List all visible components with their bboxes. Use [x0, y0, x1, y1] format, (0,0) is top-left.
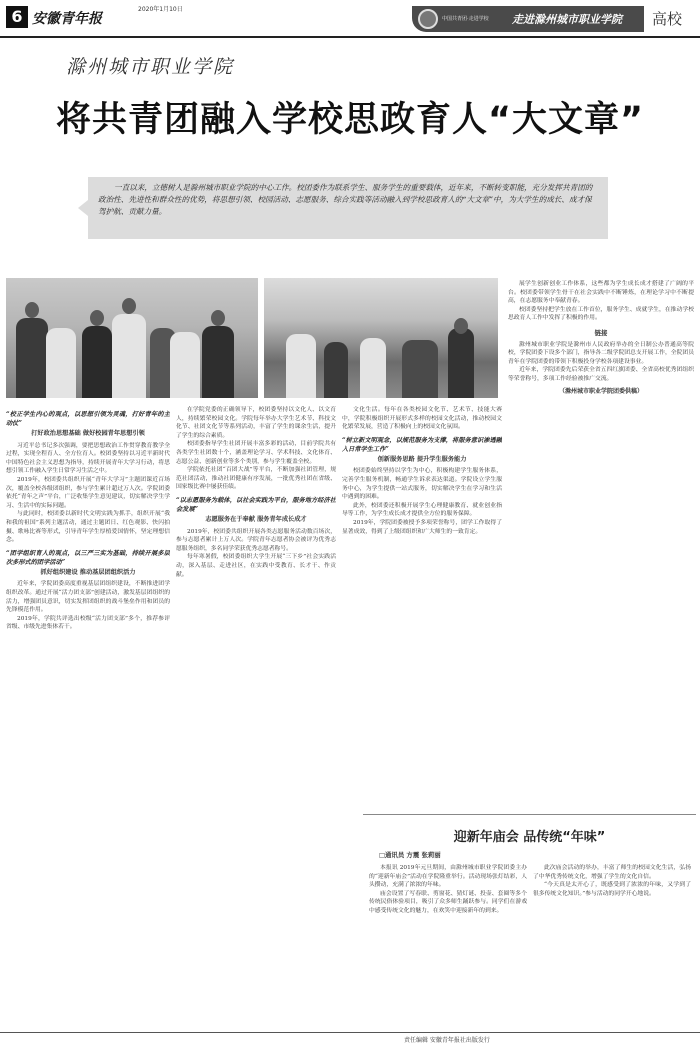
emblem-icon [418, 9, 438, 29]
paragraph: 此外，校团委还积极开展学生心理健康教育、就业创业指导等工作，为学生成长成才提供全方位的服务保障。 [342, 502, 502, 518]
paragraph: 校团委指导学生社团开展丰富多彩的活动，目前学院共有各类学生社团数十个，涵盖理论学习、学术科技、文化体育、志愿公益、创新创业等多个类别，参与学生覆盖全校。 [176, 441, 336, 465]
page-number: 6 [6, 6, 28, 28]
photo-figure-head [25, 302, 39, 318]
photo-figure [170, 332, 200, 398]
footer [0, 1032, 700, 1046]
photo-figure [286, 334, 316, 398]
paper-name: 安徽青年报 [32, 11, 102, 27]
photo-figure-head [122, 298, 136, 314]
photo-figure [360, 338, 386, 398]
photo-figure-head [211, 310, 225, 326]
paragraph: 2019年，学院团委被授予多项荣誉称号，团学工作取得了显著成效，得到了上级团组织和广大师生的一致肯定。 [342, 519, 502, 535]
lead-box [88, 177, 608, 239]
box-story-column-2 [533, 864, 691, 1024]
subheading: 创新服务思路 提升学生服务能力 [377, 455, 467, 463]
pull-quote: “校正学生内心的观点，以思想引领为灵魂，打好青年的主动仗” [6, 411, 170, 427]
article-column-1 [6, 406, 170, 1026]
subheading: 打好政治思想基础 做好校园青年思想引领 [31, 430, 145, 437]
photo-figure [82, 326, 112, 398]
subheading: 抓好组织建设 推动基层团组织活力 [40, 568, 136, 576]
issue-date: 2020年1月10日 [138, 6, 183, 13]
paragraph: 学院依托社团“百团大战”等平台，不断加强社团管理，规范社团活动，推动社团健康有序发展，一批优秀社团在省级、国家级比赛中屡获佳绩。 [176, 467, 336, 491]
photo-visit [6, 278, 258, 398]
paragraph: 近年来，学院团委先后荣获全省五四红旗团委、全省高校优秀团组织等荣誉称号，多项工作经验被推广交流。 [508, 367, 694, 382]
divider [363, 814, 696, 815]
masthead [0, 0, 700, 38]
paragraph: 2019年，校团委共组织开展“青年大学习”主题团课近百场次，覆盖全校各级团组织，参与学生累计超过万人次。学院团委依托“青年之声”平台，广泛收集学生意见建议，切实解决学生学习、生活中的实际问题。 [6, 476, 170, 509]
subheading: 志愿服务在于奉献 服务青年成长成才 [205, 515, 307, 523]
paragraph: 每年寒暑假，校团委组织大学生开展“三下乡”社会实践活动，深入基层、走进社区，在实践中受教育、长才干、作贡献。 [176, 554, 336, 578]
photo-figure [46, 328, 76, 398]
paragraph: 近年来，学院团委高度重视基层团组织建设，不断推进团学组织改革。通过开展“活力团支部”创建活动，激发基层团组织的活力，增强团员意识，切实发挥团组织的战斗堡垒作用和团员的先锋模范作用。 [6, 581, 170, 614]
school-name: 滁州城市职业学院 [66, 56, 235, 78]
paragraph: 文化生活。每年在各类校园文化节、艺术节、技能大赛中，学院积极组织开展形式多样的校园文化活动，推动校园文化繁荣发展，营造了积极向上的校园文化氛围。 [342, 407, 502, 431]
photo-figure [112, 314, 146, 398]
box-story-title: 迎新年庙会 品传统“年味” [453, 830, 606, 845]
paragraph: 在学院党委的正确领导下，校团委坚持以文化人、以文育人，持续繁荣校园文化。学院每年举办大学生艺术节、科技文化节、社团文化节等系列活动，丰富了学生的课余生活，提升了学生的综合素质。 [176, 407, 336, 439]
sidebar-title: 链接 [594, 328, 608, 337]
paragraph: 滁州城市职业学院是滁州市人民政府举办的全日制公办普通高等院校，学院团委下设多个部门，指导各二级学院团总支开展工作，全院团员青年在学院团委的带领下积极投身学校各项建设事业。 [508, 341, 694, 365]
headline: 将共青团融入学校思政育人“大文章” [55, 100, 644, 140]
paragraph: “今天真是太开心了，既感受到了浓浓的年味，又学到了很多传统文化知识。”参与活动的同学开心地说。 [533, 882, 691, 897]
paragraph: 此次庙会活动的举办，丰富了师生的校园文化生活，弘扬了中华优秀传统文化，增强了学生的文化自信。 [533, 865, 691, 880]
box-story [363, 818, 696, 1028]
paragraph: 习近平总书记多次强调，要把思想政治工作贯穿教育教学全过程，实现全程育人、全方位育人。校团委坚持以习近平新时代中国特色社会主义思想为指导，持续开展青年大学习行动，将思想引领工作融入学生日常学习生活之中。 [6, 442, 170, 475]
column-banner [412, 6, 644, 32]
banner-small-text: 中国共青团·走进学校 [442, 16, 489, 22]
photo-figure-head [90, 310, 104, 326]
section-label: 高校 [652, 10, 683, 28]
paragraph: 与此同时，校团委以新时代文明实践为抓手，组织开展“我和我的祖国”系列主题活动，通过主题团日、红色观影、快闪拍摄、歌咏比赛等形式，引导青年学生厚植爱国情怀，坚定理想信念。 [6, 511, 170, 544]
pull-quote: “树立新文明观念，以规范服务为支撑，将服务意识渗透融入日常学生工作” [342, 436, 502, 453]
paragraph: 本报讯 2019年元旦期间，由滁州城市职业学院团委主办的“迎新年庙会”活动在学院隆重举行。活动现场张灯结彩，人头攒动，充满了浓浓的年味。 [369, 865, 527, 889]
paragraph: 2019年，学院共评选出校级“活力团支部”多个，推荐参评省级、市级先进集体若干。 [6, 615, 170, 631]
paragraph: 展学生创新创业工作体系，这些都为学生成长成才搭建了广阔的平台。校团委带领学生骨干在社会实践中不断锤炼，在理论学习中不断提高，在志愿服务中奉献青春。 [508, 281, 694, 305]
photo-tree-planting [264, 278, 498, 398]
pull-quote: “以志愿服务为载体，以社会实践为平台，服务地方经济社会发展” [176, 496, 336, 513]
photo-figure [402, 340, 438, 398]
pull-quote: “团学组织育人的观点，以三严三实为基础，持续开展多层次多形式的团学活动” [6, 549, 170, 566]
banner-title: 走进滁州城市职业学院 [512, 13, 622, 26]
box-story-column-1 [369, 864, 527, 1024]
lead-text: 一直以来，立德树人是滁州城市职业学院的中心工作。校团委作为联系学生、服务学生的重要载体，近年来，不断转变职能，充分发挥共青团的政治性、先进性和群众性的优势，将思想引领、校园活动、志愿服务、综合实践等活动融入到学校思政育人的“大文章”中，为大学生的成长、成才保驾护航、贡献力量。 [98, 183, 593, 216]
box-story-byline: □通讯员 方震 张莉丽 [379, 851, 441, 859]
lead-arrow-decoration [78, 200, 88, 216]
photo-figure [448, 328, 474, 398]
article-credit: （滁州城市职业学院团委供稿） [558, 387, 643, 395]
footer-text: 责任编辑 安徽青年报社出版发行 [404, 1037, 490, 1044]
paragraph: 校团委始终坚持以学生为中心，积极构建学生服务体系，完善学生服务机制，畅通学生诉求表达渠道。学院设立学生服务中心，为学生提供一站式服务，切实解决学生在学习和生活中遇到的困难。 [342, 468, 502, 501]
photo-figure [202, 326, 234, 398]
article-column-3 [342, 406, 502, 810]
paragraph: 2019年，校团委共组织开展各类志愿服务活动数百场次，参与志愿者累计上万人次。学院青年志愿者协会被评为优秀志愿服务组织，多名同学荣获优秀志愿者称号。 [176, 528, 336, 552]
article-column-2 [176, 406, 336, 1026]
photo-figure [16, 318, 48, 398]
article-column-4 [508, 280, 694, 808]
photo-figure [324, 342, 348, 398]
paragraph: 校团委坚持把学生放在工作首位，服务学生、成就学生，在推动学校思政育人工作中发挥了积极的作用。 [508, 306, 694, 322]
photo-figure-head [454, 318, 468, 334]
paragraph: 庙会设置了写春联、剪窗花、猜灯谜、投壶、套圈等多个传统民俗体验项目，吸引了众多师生踊跃参与。同学们在游戏中感受传统文化的魅力，在欢笑中迎接新年的到来。 [369, 890, 527, 914]
